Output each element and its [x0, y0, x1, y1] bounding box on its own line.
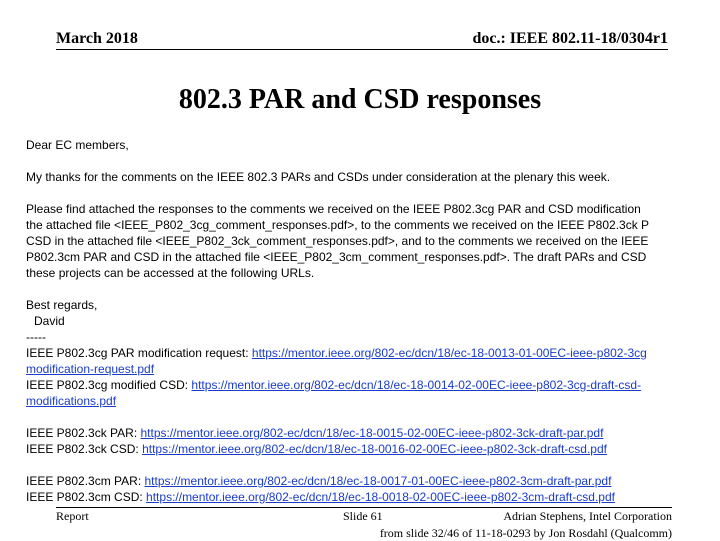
link-item-3ck-csd — [26, 441, 720, 457]
signer-name: David — [34, 314, 65, 328]
responses-line-1: Please find attached the responses to the comments we received on the IEEE P802.3cg PAR and CSD modification — [26, 202, 641, 216]
link-item-3cm-par — [26, 473, 720, 489]
link-3cm-par[interactable]: https://mentor.ieee.org/802-ec/dcn/18/ec-18-0017-01-00EC-ieee-p802-3cm-draft-par.pdf — [144, 474, 612, 488]
signoff: Best regards, — [26, 298, 98, 312]
header-date: March 2018 — [56, 30, 138, 47]
greeting: Dear EC members, — [26, 138, 129, 152]
thanks-paragraph: My thanks for the comments on the IEEE 802.3 PARs and CSDs under consideration at the plenary this week. — [26, 170, 611, 184]
link-label: IEEE P802.3ck PAR: — [26, 426, 141, 440]
responses-line-4: P802.3cm PAR and CSD in the attached file <IEEE_P802_3cm_comment_responses.pdf>. The draft PARs and CSD — [26, 250, 647, 264]
link-3cg-par-continued[interactable]: modification-request.pdf — [26, 362, 155, 376]
footer-report: Report — [56, 509, 89, 523]
responses-line-5: these projects can be accessed at the following URLs. — [26, 266, 315, 280]
link-item-3cm-csd — [26, 489, 720, 505]
responses-line-2: the attached file <IEEE_P802_3cg_comment_responses.pdf>, to the comments we received on the IEEE P802.3ck P — [26, 218, 650, 232]
link-3ck-par[interactable]: https://mentor.ieee.org/802-ec/dcn/18/ec-18-0015-02-00EC-ieee-p802-3ck-draft-par.pdf — [140, 426, 604, 440]
link-item-3cg-par — [26, 345, 720, 361]
link-3ck-csd[interactable]: https://mentor.ieee.org/802-ec/dcn/18/ec-18-0016-02-00EC-ieee-p802-3ck-draft-csd.pdf — [142, 442, 607, 456]
link-item-3ck-par — [26, 425, 720, 441]
footer-slide-number: Slide 61 — [343, 509, 383, 523]
separator: ----- — [26, 330, 46, 344]
link-label: IEEE P802.3cg PAR modification request: — [26, 346, 252, 360]
footer-source-note: from slide 32/46 of 11-18-0293 by Jon Rosdahl (Qualcomm) — [379, 526, 672, 540]
link-label: IEEE P802.3cg modified CSD: — [26, 378, 192, 392]
link-label: IEEE P802.3cm PAR: — [26, 474, 145, 488]
header-doc-number: doc.: IEEE 802.11-18/0304r1 — [472, 30, 668, 47]
link-3cg-csd-continued[interactable]: modifications.pdf — [26, 394, 117, 408]
header-divider — [56, 49, 668, 50]
slide-title: 802.3 PAR and CSD responses — [178, 84, 542, 115]
link-3cm-csd[interactable]: https://mentor.ieee.org/802-ec/dcn/18/ec-18-0018-02-00EC-ieee-p802-3cm-draft-csd.pdf — [146, 490, 615, 504]
responses-line-3: CSD in the attached file <IEEE_P802_3ck_comment_responses.pdf>, and to the comments we received on the IEEE — [26, 234, 649, 248]
slide-body — [26, 137, 720, 505]
link-label: IEEE P802.3cm CSD: — [26, 490, 147, 504]
link-3cg-par[interactable]: https://mentor.ieee.org/802-ec/dcn/18/ec-18-0013-01-00EC-ieee-p802-3cg — [251, 346, 647, 360]
link-label: IEEE P802.3ck CSD: — [26, 442, 143, 456]
footer-author: Adrian Stephens, Intel Corporation — [503, 509, 672, 523]
link-item-3cg-csd — [26, 377, 720, 393]
footer-divider — [56, 507, 672, 508]
link-3cg-csd[interactable]: https://mentor.ieee.org/802-ec/dcn/18/ec-18-0014-02-00EC-ieee-p802-3cg-draft-csd- — [191, 378, 642, 392]
